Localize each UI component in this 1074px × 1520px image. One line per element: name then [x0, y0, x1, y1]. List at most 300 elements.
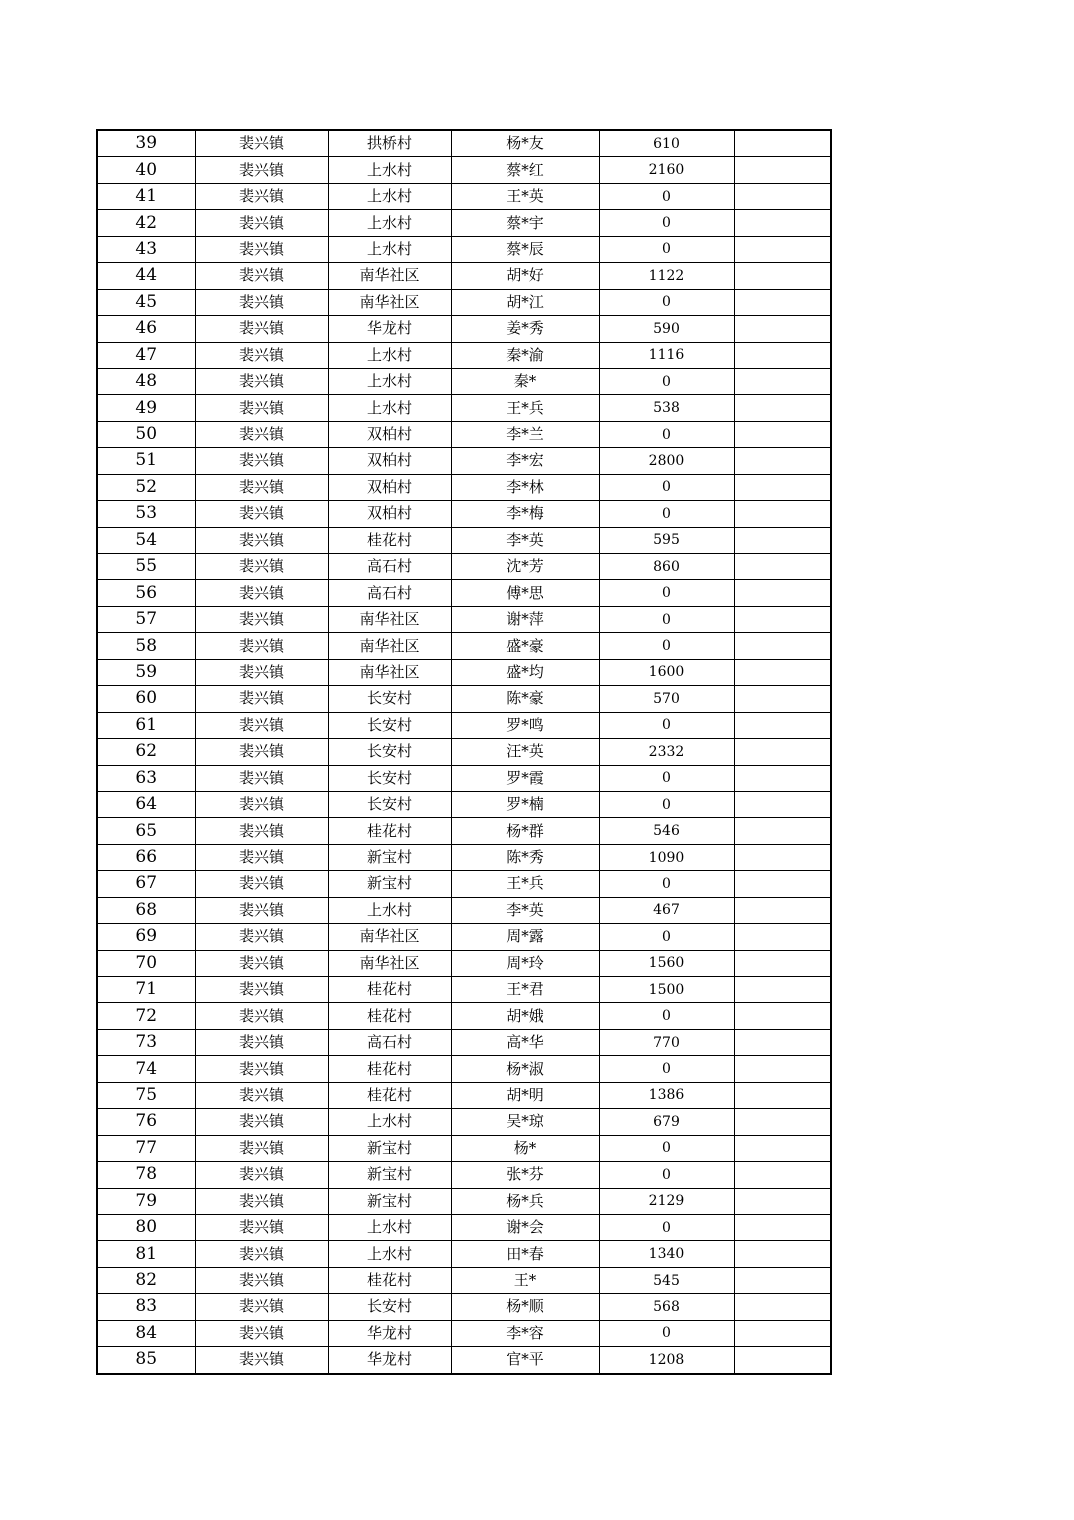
- name-cell: 汪*英: [451, 739, 599, 765]
- remark-cell: [734, 368, 831, 394]
- table-row: [97, 474, 831, 500]
- village-cell: 桂花村: [328, 1056, 451, 1082]
- town-cell: 裴兴镇: [195, 686, 328, 712]
- table-row: [97, 791, 831, 817]
- amount-cell: 595: [599, 527, 734, 553]
- table-row: [97, 1214, 831, 1240]
- row-number-cell: 49: [97, 395, 195, 421]
- remark-cell: [734, 289, 831, 315]
- table-row: [97, 818, 831, 844]
- row-number-cell: 71: [97, 977, 195, 1003]
- name-cell: 陈*豪: [451, 686, 599, 712]
- row-number-cell: 85: [97, 1347, 195, 1374]
- village-cell: 华龙村: [328, 1320, 451, 1346]
- remark-cell: [734, 316, 831, 342]
- row-number-cell: 69: [97, 924, 195, 950]
- name-cell: 胡*江: [451, 289, 599, 315]
- remark-cell: [734, 897, 831, 923]
- town-cell: 裴兴镇: [195, 1241, 328, 1267]
- amount-cell: 0: [599, 765, 734, 791]
- table-row: [97, 421, 831, 447]
- town-cell: 裴兴镇: [195, 765, 328, 791]
- amount-cell: 1386: [599, 1082, 734, 1108]
- amount-cell: 1116: [599, 342, 734, 368]
- table-row: [97, 1188, 831, 1214]
- town-cell: 裴兴镇: [195, 924, 328, 950]
- row-number-cell: 46: [97, 316, 195, 342]
- remark-cell: [734, 157, 831, 183]
- amount-cell: 679: [599, 1109, 734, 1135]
- amount-cell: 610: [599, 130, 734, 157]
- amount-cell: 0: [599, 236, 734, 262]
- remark-cell: [734, 1214, 831, 1240]
- row-number-cell: 74: [97, 1056, 195, 1082]
- row-number-cell: 51: [97, 448, 195, 474]
- row-number-cell: 42: [97, 210, 195, 236]
- table-row: [97, 765, 831, 791]
- name-cell: 盛*均: [451, 659, 599, 685]
- name-cell: 杨*: [451, 1135, 599, 1161]
- remark-cell: [734, 263, 831, 289]
- row-number-cell: 73: [97, 1029, 195, 1055]
- village-cell: 上水村: [328, 236, 451, 262]
- village-cell: 上水村: [328, 1241, 451, 1267]
- village-cell: 长安村: [328, 791, 451, 817]
- name-cell: 罗*鸣: [451, 712, 599, 738]
- village-cell: 南华社区: [328, 924, 451, 950]
- town-cell: 裴兴镇: [195, 421, 328, 447]
- name-cell: 李*梅: [451, 501, 599, 527]
- village-cell: 双柏村: [328, 421, 451, 447]
- amount-cell: 1560: [599, 950, 734, 976]
- town-cell: 裴兴镇: [195, 950, 328, 976]
- table-row: [97, 686, 831, 712]
- row-number-cell: 75: [97, 1082, 195, 1108]
- table-body: [97, 130, 831, 1374]
- remark-cell: [734, 421, 831, 447]
- table-row: [97, 1241, 831, 1267]
- village-cell: 华龙村: [328, 316, 451, 342]
- town-cell: 裴兴镇: [195, 1267, 328, 1293]
- table-row: [97, 1082, 831, 1108]
- town-cell: 裴兴镇: [195, 844, 328, 870]
- amount-cell: 2160: [599, 157, 734, 183]
- town-cell: 裴兴镇: [195, 1082, 328, 1108]
- table-row: [97, 1109, 831, 1135]
- remark-cell: [734, 712, 831, 738]
- table-row: [97, 739, 831, 765]
- table-row: [97, 316, 831, 342]
- amount-cell: 2332: [599, 739, 734, 765]
- remark-cell: [734, 871, 831, 897]
- town-cell: 裴兴镇: [195, 1214, 328, 1240]
- table-row: [97, 924, 831, 950]
- name-cell: 杨*淑: [451, 1056, 599, 1082]
- row-number-cell: 72: [97, 1003, 195, 1029]
- town-cell: 裴兴镇: [195, 474, 328, 500]
- remark-cell: [734, 977, 831, 1003]
- row-number-cell: 60: [97, 686, 195, 712]
- amount-cell: 0: [599, 1135, 734, 1161]
- table-row: [97, 368, 831, 394]
- name-cell: 杨*友: [451, 130, 599, 157]
- remark-cell: [734, 210, 831, 236]
- amount-cell: 0: [599, 791, 734, 817]
- row-number-cell: 64: [97, 791, 195, 817]
- name-cell: 胡*好: [451, 263, 599, 289]
- village-cell: 桂花村: [328, 1082, 451, 1108]
- table-row: [97, 395, 831, 421]
- remark-cell: [734, 527, 831, 553]
- remark-cell: [734, 818, 831, 844]
- name-cell: 吴*琼: [451, 1109, 599, 1135]
- name-cell: 王*君: [451, 977, 599, 1003]
- row-number-cell: 67: [97, 871, 195, 897]
- name-cell: 王*兵: [451, 395, 599, 421]
- table-row: [97, 897, 831, 923]
- row-number-cell: 68: [97, 897, 195, 923]
- remark-cell: [734, 950, 831, 976]
- village-cell: 长安村: [328, 686, 451, 712]
- remark-cell: [734, 1347, 831, 1374]
- village-cell: 桂花村: [328, 977, 451, 1003]
- remark-cell: [734, 765, 831, 791]
- town-cell: 裴兴镇: [195, 342, 328, 368]
- town-cell: 裴兴镇: [195, 1188, 328, 1214]
- row-number-cell: 40: [97, 157, 195, 183]
- amount-cell: 0: [599, 1214, 734, 1240]
- amount-cell: 0: [599, 712, 734, 738]
- town-cell: 裴兴镇: [195, 236, 328, 262]
- village-cell: 新宝村: [328, 871, 451, 897]
- remark-cell: [734, 342, 831, 368]
- amount-cell: 2800: [599, 448, 734, 474]
- amount-cell: 1208: [599, 1347, 734, 1374]
- row-number-cell: 50: [97, 421, 195, 447]
- village-cell: 南华社区: [328, 289, 451, 315]
- table-row: [97, 950, 831, 976]
- village-cell: 拱桥村: [328, 130, 451, 157]
- remark-cell: [734, 1056, 831, 1082]
- town-cell: 裴兴镇: [195, 659, 328, 685]
- name-cell: 陈*秀: [451, 844, 599, 870]
- remark-cell: [734, 554, 831, 580]
- amount-cell: 1340: [599, 1241, 734, 1267]
- amount-cell: 0: [599, 183, 734, 209]
- table-row: [97, 1267, 831, 1293]
- amount-cell: 770: [599, 1029, 734, 1055]
- row-number-cell: 43: [97, 236, 195, 262]
- name-cell: 胡*娥: [451, 1003, 599, 1029]
- town-cell: 裴兴镇: [195, 527, 328, 553]
- village-cell: 新宝村: [328, 1135, 451, 1161]
- table-row: [97, 210, 831, 236]
- name-cell: 杨*顺: [451, 1294, 599, 1320]
- row-number-cell: 47: [97, 342, 195, 368]
- village-cell: 新宝村: [328, 1188, 451, 1214]
- town-cell: 裴兴镇: [195, 501, 328, 527]
- amount-cell: 0: [599, 606, 734, 632]
- name-cell: 蔡*辰: [451, 236, 599, 262]
- remark-cell: [734, 606, 831, 632]
- village-cell: 桂花村: [328, 1003, 451, 1029]
- town-cell: 裴兴镇: [195, 1294, 328, 1320]
- town-cell: 裴兴镇: [195, 1029, 328, 1055]
- table-row: [97, 1135, 831, 1161]
- remark-cell: [734, 1188, 831, 1214]
- town-cell: 裴兴镇: [195, 1056, 328, 1082]
- village-cell: 华龙村: [328, 1347, 451, 1374]
- name-cell: 盛*豪: [451, 633, 599, 659]
- amount-cell: 0: [599, 501, 734, 527]
- town-cell: 裴兴镇: [195, 1320, 328, 1346]
- remark-cell: [734, 1135, 831, 1161]
- row-number-cell: 52: [97, 474, 195, 500]
- name-cell: 谢*会: [451, 1214, 599, 1240]
- name-cell: 李*英: [451, 897, 599, 923]
- village-cell: 长安村: [328, 1294, 451, 1320]
- table-row: [97, 501, 831, 527]
- town-cell: 裴兴镇: [195, 263, 328, 289]
- remark-cell: [734, 1241, 831, 1267]
- name-cell: 王*: [451, 1267, 599, 1293]
- data-table: [96, 129, 832, 1375]
- amount-cell: 1600: [599, 659, 734, 685]
- name-cell: 蔡*红: [451, 157, 599, 183]
- table-row: [97, 606, 831, 632]
- row-number-cell: 41: [97, 183, 195, 209]
- remark-cell: [734, 183, 831, 209]
- table-row: [97, 712, 831, 738]
- row-number-cell: 56: [97, 580, 195, 606]
- town-cell: 裴兴镇: [195, 1347, 328, 1374]
- remark-cell: [734, 130, 831, 157]
- table-row: [97, 659, 831, 685]
- name-cell: 秦*: [451, 368, 599, 394]
- town-cell: 裴兴镇: [195, 316, 328, 342]
- town-cell: 裴兴镇: [195, 712, 328, 738]
- town-cell: 裴兴镇: [195, 791, 328, 817]
- name-cell: 罗*霞: [451, 765, 599, 791]
- table-row: [97, 130, 831, 157]
- village-cell: 高石村: [328, 554, 451, 580]
- remark-cell: [734, 236, 831, 262]
- town-cell: 裴兴镇: [195, 977, 328, 1003]
- village-cell: 上水村: [328, 368, 451, 394]
- amount-cell: 545: [599, 1267, 734, 1293]
- town-cell: 裴兴镇: [195, 157, 328, 183]
- row-number-cell: 63: [97, 765, 195, 791]
- table-row: [97, 1003, 831, 1029]
- town-cell: 裴兴镇: [195, 897, 328, 923]
- amount-cell: 538: [599, 395, 734, 421]
- row-number-cell: 53: [97, 501, 195, 527]
- village-cell: 南华社区: [328, 950, 451, 976]
- table-row: [97, 844, 831, 870]
- village-cell: 双柏村: [328, 448, 451, 474]
- town-cell: 裴兴镇: [195, 1109, 328, 1135]
- remark-cell: [734, 501, 831, 527]
- remark-cell: [734, 739, 831, 765]
- town-cell: 裴兴镇: [195, 130, 328, 157]
- table-row: [97, 527, 831, 553]
- remark-cell: [734, 1320, 831, 1346]
- table-row: [97, 1320, 831, 1346]
- remark-cell: [734, 1162, 831, 1188]
- table-row: [97, 157, 831, 183]
- remark-cell: [734, 580, 831, 606]
- name-cell: 张*芬: [451, 1162, 599, 1188]
- remark-cell: [734, 1082, 831, 1108]
- town-cell: 裴兴镇: [195, 554, 328, 580]
- remark-cell: [734, 686, 831, 712]
- town-cell: 裴兴镇: [195, 1003, 328, 1029]
- name-cell: 谢*萍: [451, 606, 599, 632]
- row-number-cell: 55: [97, 554, 195, 580]
- village-cell: 高石村: [328, 1029, 451, 1055]
- row-number-cell: 80: [97, 1214, 195, 1240]
- remark-cell: [734, 1003, 831, 1029]
- table-row: [97, 183, 831, 209]
- amount-cell: 0: [599, 580, 734, 606]
- amount-cell: 1090: [599, 844, 734, 870]
- table-row: [97, 871, 831, 897]
- row-number-cell: 79: [97, 1188, 195, 1214]
- amount-cell: 0: [599, 1162, 734, 1188]
- row-number-cell: 61: [97, 712, 195, 738]
- name-cell: 田*春: [451, 1241, 599, 1267]
- village-cell: 新宝村: [328, 844, 451, 870]
- row-number-cell: 84: [97, 1320, 195, 1346]
- name-cell: 胡*明: [451, 1082, 599, 1108]
- village-cell: 桂花村: [328, 527, 451, 553]
- town-cell: 裴兴镇: [195, 289, 328, 315]
- remark-cell: [734, 1029, 831, 1055]
- village-cell: 上水村: [328, 342, 451, 368]
- table-row: [97, 1347, 831, 1374]
- table-row: [97, 1294, 831, 1320]
- village-cell: 上水村: [328, 1214, 451, 1240]
- village-cell: 双柏村: [328, 501, 451, 527]
- remark-cell: [734, 659, 831, 685]
- amount-cell: 0: [599, 368, 734, 394]
- amount-cell: 0: [599, 1320, 734, 1346]
- village-cell: 上水村: [328, 1109, 451, 1135]
- town-cell: 裴兴镇: [195, 606, 328, 632]
- name-cell: 蔡*宇: [451, 210, 599, 236]
- village-cell: 长安村: [328, 765, 451, 791]
- town-cell: 裴兴镇: [195, 871, 328, 897]
- table-row: [97, 263, 831, 289]
- name-cell: 沈*芳: [451, 554, 599, 580]
- amount-cell: 0: [599, 474, 734, 500]
- amount-cell: 1122: [599, 263, 734, 289]
- town-cell: 裴兴镇: [195, 633, 328, 659]
- town-cell: 裴兴镇: [195, 1162, 328, 1188]
- town-cell: 裴兴镇: [195, 183, 328, 209]
- town-cell: 裴兴镇: [195, 368, 328, 394]
- remark-cell: [734, 633, 831, 659]
- name-cell: 王*兵: [451, 871, 599, 897]
- row-number-cell: 48: [97, 368, 195, 394]
- remark-cell: [734, 844, 831, 870]
- table-row: [97, 977, 831, 1003]
- row-number-cell: 77: [97, 1135, 195, 1161]
- remark-cell: [734, 924, 831, 950]
- name-cell: 李*兰: [451, 421, 599, 447]
- table-row: [97, 448, 831, 474]
- town-cell: 裴兴镇: [195, 210, 328, 236]
- row-number-cell: 57: [97, 606, 195, 632]
- town-cell: 裴兴镇: [195, 448, 328, 474]
- village-cell: 桂花村: [328, 1267, 451, 1293]
- village-cell: 长安村: [328, 739, 451, 765]
- table-row: [97, 580, 831, 606]
- table-row: [97, 1162, 831, 1188]
- name-cell: 李*林: [451, 474, 599, 500]
- amount-cell: 0: [599, 421, 734, 447]
- amount-cell: 0: [599, 210, 734, 236]
- remark-cell: [734, 448, 831, 474]
- amount-cell: 546: [599, 818, 734, 844]
- amount-cell: 0: [599, 1003, 734, 1029]
- village-cell: 上水村: [328, 395, 451, 421]
- town-cell: 裴兴镇: [195, 580, 328, 606]
- name-cell: 高*华: [451, 1029, 599, 1055]
- row-number-cell: 83: [97, 1294, 195, 1320]
- name-cell: 李*容: [451, 1320, 599, 1346]
- amount-cell: 1500: [599, 977, 734, 1003]
- village-cell: 新宝村: [328, 1162, 451, 1188]
- row-number-cell: 58: [97, 633, 195, 659]
- row-number-cell: 70: [97, 950, 195, 976]
- row-number-cell: 76: [97, 1109, 195, 1135]
- name-cell: 姜*秀: [451, 316, 599, 342]
- table-row: [97, 1029, 831, 1055]
- remark-cell: [734, 791, 831, 817]
- town-cell: 裴兴镇: [195, 1135, 328, 1161]
- amount-cell: 0: [599, 633, 734, 659]
- village-cell: 南华社区: [328, 659, 451, 685]
- village-cell: 高石村: [328, 580, 451, 606]
- village-cell: 南华社区: [328, 606, 451, 632]
- amount-cell: 2129: [599, 1188, 734, 1214]
- remark-cell: [734, 1267, 831, 1293]
- row-number-cell: 44: [97, 263, 195, 289]
- table-row: [97, 554, 831, 580]
- name-cell: 王*英: [451, 183, 599, 209]
- amount-cell: 0: [599, 1056, 734, 1082]
- amount-cell: 568: [599, 1294, 734, 1320]
- row-number-cell: 62: [97, 739, 195, 765]
- name-cell: 周*露: [451, 924, 599, 950]
- table-row: [97, 1056, 831, 1082]
- row-number-cell: 82: [97, 1267, 195, 1293]
- name-cell: 罗*楠: [451, 791, 599, 817]
- village-cell: 南华社区: [328, 633, 451, 659]
- village-cell: 上水村: [328, 210, 451, 236]
- name-cell: 李*英: [451, 527, 599, 553]
- name-cell: 官*平: [451, 1347, 599, 1374]
- amount-cell: 590: [599, 316, 734, 342]
- remark-cell: [734, 395, 831, 421]
- village-cell: 南华社区: [328, 263, 451, 289]
- name-cell: 秦*渝: [451, 342, 599, 368]
- village-cell: 上水村: [328, 183, 451, 209]
- table-row: [97, 633, 831, 659]
- row-number-cell: 78: [97, 1162, 195, 1188]
- table-row: [97, 342, 831, 368]
